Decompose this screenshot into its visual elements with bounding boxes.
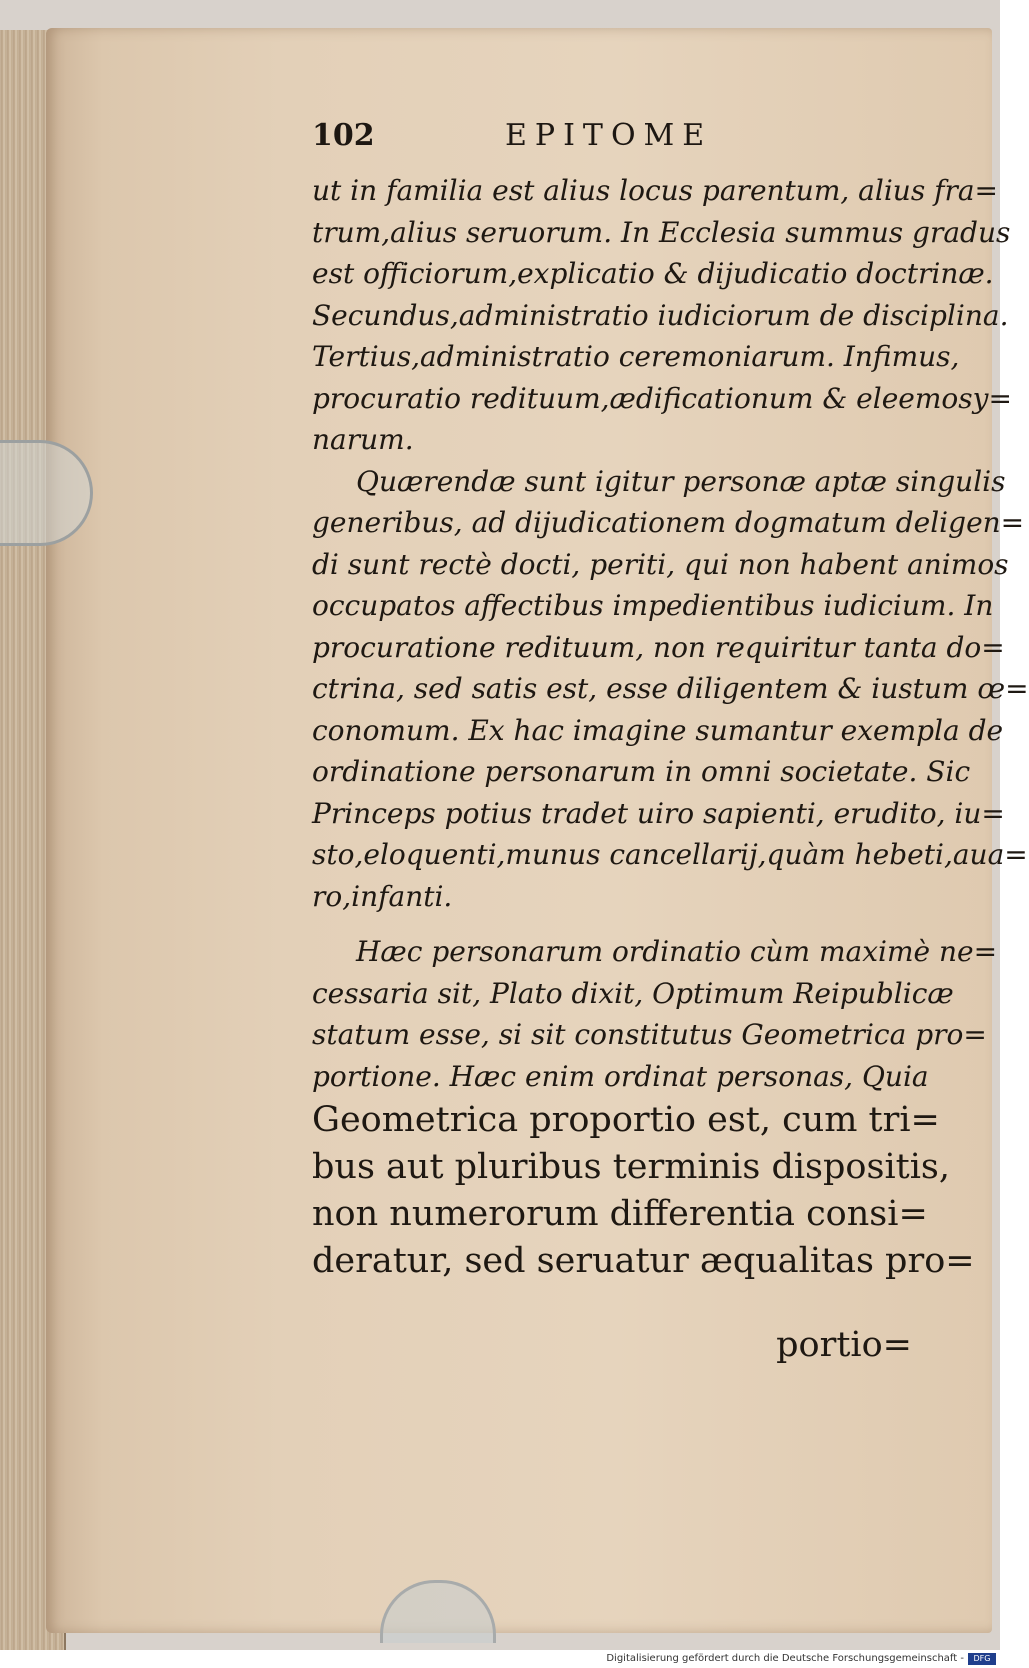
dfg-logo-icon: DFG — [968, 1653, 996, 1665]
text-line: statum esse, si sit constitutus Geometrica pro= — [312, 1018, 987, 1051]
credit-text: Digitalisierung gefördert durch die Deutsche Forschungsgemeinschaft - — [606, 1653, 964, 1664]
body-text — [312, 170, 1029, 1285]
text-line: cessaria sit, Plato dixit, Optimum Reipublicæ — [312, 976, 954, 1010]
text-line-roman: Geometrica proportio est, cum tri= — [312, 1100, 940, 1140]
text-line: ut in familia est alius locus parentum, alius fra= — [312, 174, 998, 207]
text-line: Hæc personarum ordinatio cùm maximè ne= — [356, 935, 998, 968]
catchword: portio= — [776, 1325, 912, 1365]
digitization-credit — [0, 1650, 1000, 1668]
text-line-roman: non numerorum differentia consi= — [312, 1194, 928, 1234]
text-line: narum. — [312, 423, 414, 456]
page-number: 102 — [312, 118, 375, 153]
text-line: di sunt rectè docti, periti, qui non habent animos — [312, 547, 1009, 581]
text-line: generibus, ad dijudicationem dogmatum deligen= — [312, 506, 1025, 539]
running-head: EPITOME — [505, 118, 713, 153]
text-line: Secundus,administratio iudiciorum de disciplina. — [312, 298, 1009, 332]
text-line: procuratio redituum,ædificationum & eleemosy= — [312, 381, 1012, 415]
text-line: Tertius,administratio ceremoniarum. Infimus, — [312, 340, 960, 373]
text-line: conomum. Ex hac imagine sumantur exempla de — [312, 713, 1004, 747]
text-line: occupatos affectibus impedientibus iudicium. In — [312, 589, 994, 622]
text-line: ro,infanti. — [312, 879, 453, 913]
text-line: ordinatione personarum in omni societate. Sic — [312, 755, 971, 788]
text-line-roman: bus aut pluribus terminis dispositis, — [312, 1147, 950, 1187]
paragraph-gap — [312, 917, 948, 931]
text-line: portione. Hæc enim ordinat personas, Quia — [312, 1059, 929, 1093]
text-line: sto,eloquenti,munus cancellarij,quàm hebeti,aua= — [312, 838, 1028, 871]
text-line: ctrina, sed satis est, esse diligentem & iustum œ= — [312, 672, 1029, 705]
text-line: Princeps potius tradet uiro sapienti, erudito, iu= — [312, 796, 1005, 830]
text-line: Quærendæ sunt igitur personæ aptæ singulis — [356, 464, 1006, 498]
text-line: procuratione redituum, non requiritur tanta do= — [312, 630, 1005, 664]
page-header — [290, 118, 950, 158]
text-line: est officiorum,explicatio & dijudicatio doctrinæ. — [312, 257, 994, 290]
text-line-roman: deratur, sed seruatur æqualitas pro= — [312, 1241, 975, 1281]
text-line: trum,alius seruorum. In Ecclesia summus gradus — [312, 215, 1011, 249]
